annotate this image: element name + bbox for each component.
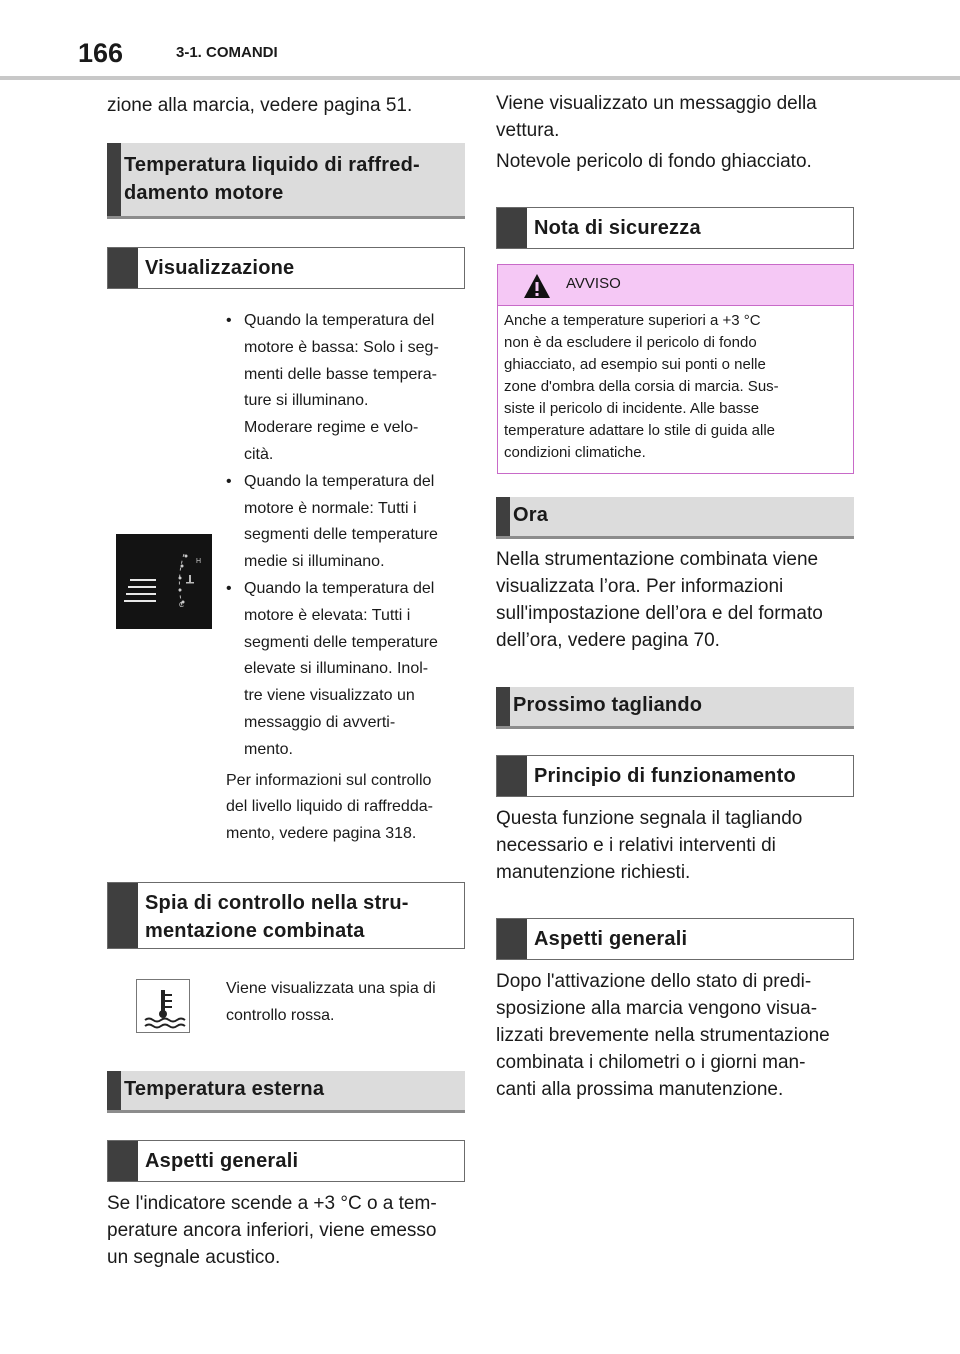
bullet-normal: • Quando la temperatura del motore è normale: Tutti i segmenti delle temperature medie si illuminano. — [226, 469, 466, 576]
coolant-warning-lamp — [136, 979, 190, 1033]
general-text: Dopo l'attivazione dello stato di predi- sposizione alla marcia vengono visua- lizzati brevemente nella strumentazione combinata i chilometri o i giorni man- canti alla prossima manutenzione. — [496, 971, 830, 1100]
subsection-display: Visualizzazione — [107, 247, 465, 289]
subsection-general-left: Aspetti generali — [107, 1140, 465, 1182]
warning-label: AVVISO — [566, 275, 621, 292]
lamp-description: Viene visualizzata una spia di controllo rossa. — [226, 980, 436, 1024]
header-rule — [0, 76, 960, 80]
svg-text:C: C — [179, 602, 185, 609]
coolant-temperature-icon — [137, 980, 189, 1032]
subsection-operating-principle: Principio di funzionamento — [496, 755, 854, 797]
page-number: 166 — [78, 38, 124, 68]
warning-triangle-icon — [523, 273, 551, 299]
coolant-info: Per informazioni sul controllo del livello liquido di raffredda- mento, vedere pagina 318. — [226, 771, 433, 843]
temperature-bullets — [226, 308, 466, 848]
intro-text: zione alla marcia, vedere pagina 51. — [107, 95, 413, 116]
bullet-low: • Quando la temperatura del motore è bassa: Solo i seg- menti delle basse tempera- ture si illuminano. Moderare regime e velo- cità. — [226, 308, 466, 469]
danger-text: Notevole pericolo di fondo ghiacciato. — [496, 151, 812, 172]
warning-header — [498, 265, 853, 306]
message-text: Viene visualizzato un messaggio della vettura. — [496, 93, 817, 141]
subsection-general-right: Aspetti generali — [496, 918, 854, 960]
chapter-title: 3-1. COMANDI — [176, 44, 278, 61]
outside-temperature-text: Se l'indicatore scende a +3 °C o a tem- perature ancora inferiori, viene emesso un segnale acustico. — [107, 1193, 437, 1268]
subsection-warning-lamp: Spia di controllo nella stru- mentazione combinata — [107, 882, 465, 949]
section-coolant-temperature — [107, 143, 465, 219]
coolant-gauge-image — [116, 534, 212, 629]
subsection-safety-note: Nota di sicurezza — [496, 207, 854, 249]
principle-text: Questa funzione segnala il tagliando necessario e i relativi interventi di manutenzione richiesti. — [496, 808, 803, 883]
warning-box — [497, 264, 854, 474]
section-title: Temperatura liquido di raffred- damento motore — [124, 154, 420, 204]
coolant-gauge-icon — [116, 534, 212, 629]
warning-text: Anche a temperature superiori a +3 °C non è da escludere il pericolo di fondo ghiacciato, ad esempio sui ponti o nelle zone d'ombra della corsia di marcia. Sus- siste il pericolo di incidente. Alle basse temperature adattare lo stile di guida alle condizioni climatiche. — [504, 312, 779, 461]
section-outside-temperature: Temperatura esterna — [107, 1071, 465, 1113]
svg-text:H: H — [196, 558, 202, 565]
section-next-service: Prossimo tagliando — [496, 687, 854, 729]
time-text: Nella strumentazione combinata viene visualizzata l’ora. Per informazioni sull'impostazione dell’ora e del formato dell’ora, vedere pagina 70. — [496, 549, 823, 651]
section-time: Ora — [496, 497, 854, 539]
bullet-high: • Quando la temperatura del motore è elevata: Tutti i segmenti delle temperature elevate si illuminano. Inol- tre viene visualizzato un messaggio di avverti- mento. — [226, 576, 466, 764]
